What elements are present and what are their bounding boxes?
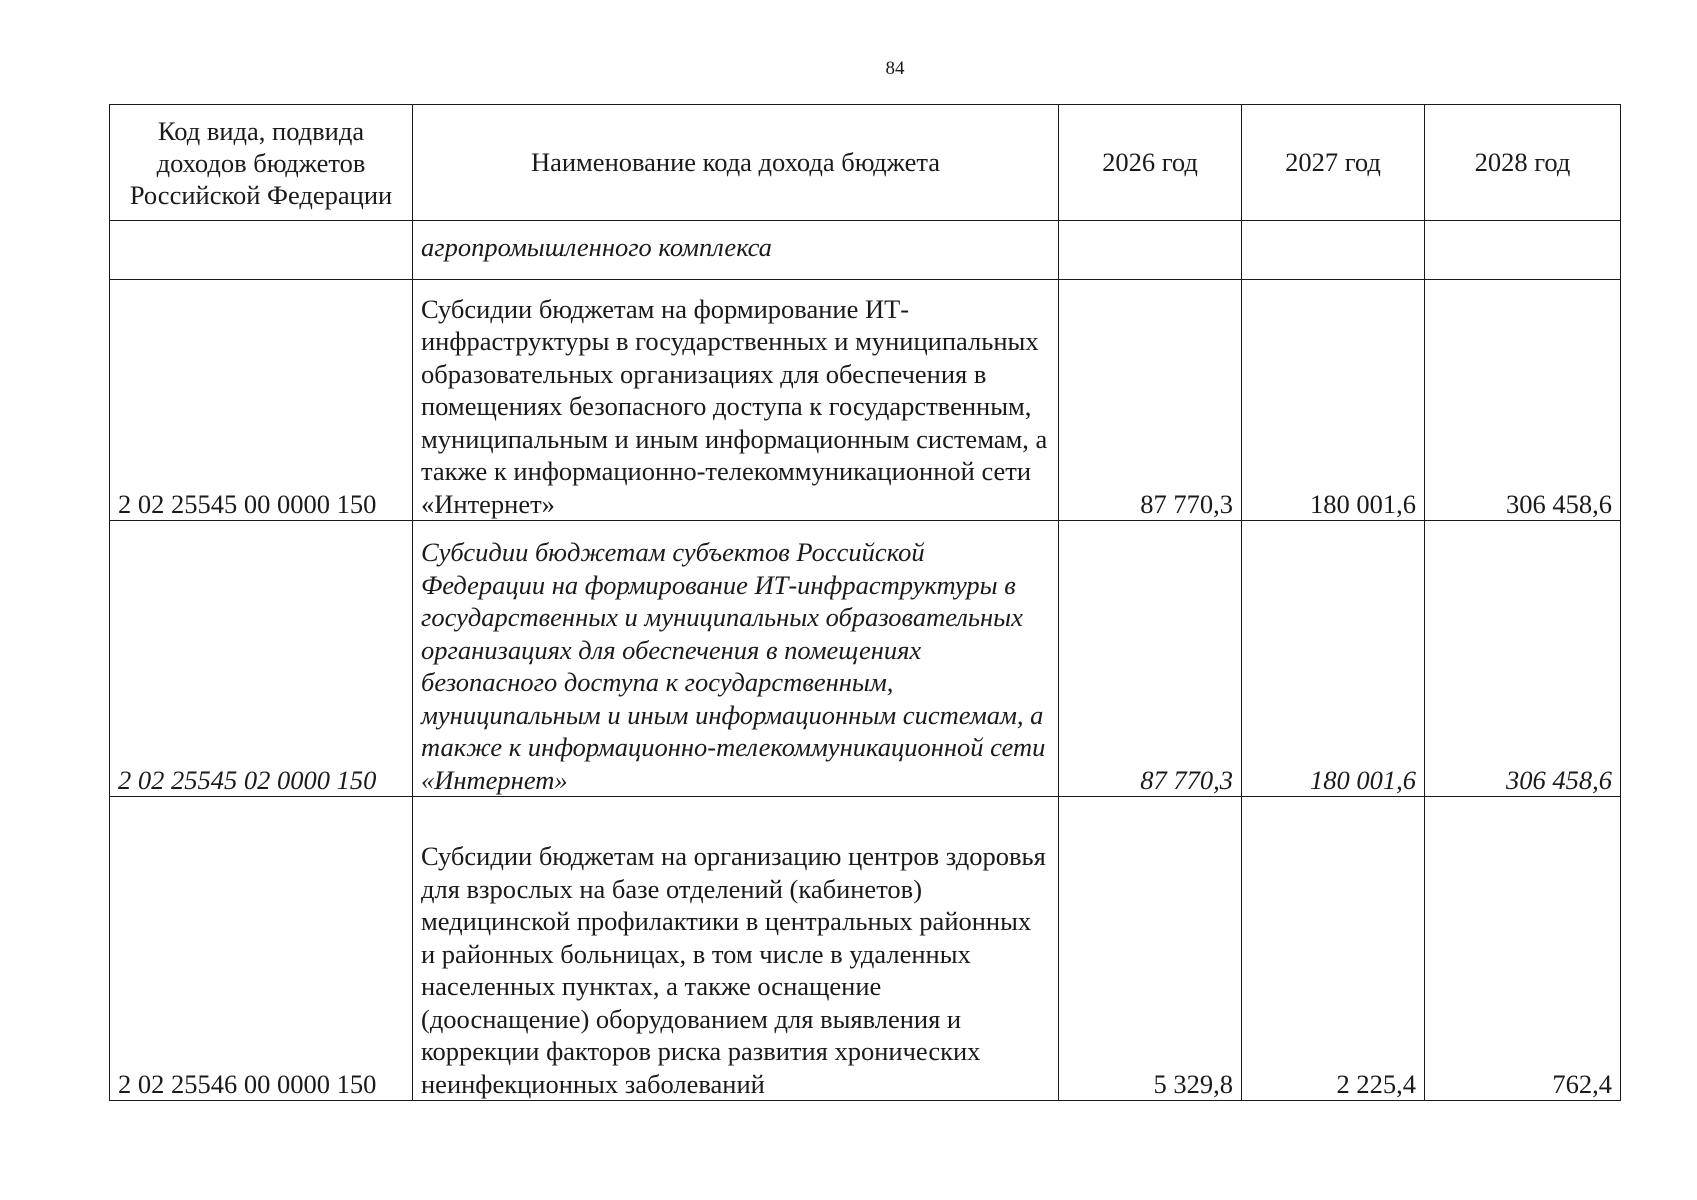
cell-2028: 762,4: [1425, 797, 1621, 1101]
cell-code: 2 02 25545 00 0000 150: [110, 280, 413, 521]
table-header-row: [110, 105, 1621, 221]
page-number: 84: [885, 58, 905, 79]
cell-2028: 306 458,6: [1425, 521, 1621, 797]
cell-name: Субсидии бюджетам субъектов Российской Федерации на формирование ИТ-инфраструктуры в государственных и муниципальных образовательных организациях для обеспечения в помещениях безопасного доступа к государственным, муниципальным и иным информационным системам, а также к информационно-телекоммуникационной сети «Интернет»: [413, 521, 1059, 797]
cell-2026: 5 329,8: [1059, 797, 1242, 1101]
cell-name: Субсидии бюджетам на организацию центров здоровья для взрослых на базе отделений (кабинетов) медицинской профилактики в центральных районных и районных больницах, в том числе в удаленных населенных пунктах, а также оснащение (дооснащение) оборудованием для выявления и коррекции факторов риска развития хронических неинфекционных заболеваний: [413, 797, 1059, 1101]
header-2027: 2027 год: [1242, 105, 1425, 221]
cell-code: [110, 221, 413, 280]
cell-2026: 87 770,3: [1059, 521, 1242, 797]
cell-2028: 306 458,6: [1425, 280, 1621, 521]
table-row: [110, 280, 1621, 521]
header-2028: 2028 год: [1425, 105, 1621, 221]
header-2026: 2026 год: [1059, 105, 1242, 221]
cell-2027: [1242, 221, 1425, 280]
cell-name: агропромышленного комплекса: [413, 221, 1059, 280]
cell-name: Субсидии бюджетам на формирование ИТ-инфраструктуры в государственных и муниципальных образовательных организациях для обеспечения в помещениях безопасного доступа к государственным, муниципальным и иным информационным системам, а также к информационно-телекоммуникационной сети «Интернет»: [413, 280, 1059, 521]
table-row: [110, 521, 1621, 797]
cell-2027: 180 001,6: [1242, 521, 1425, 797]
cell-code: 2 02 25545 02 0000 150: [110, 521, 413, 797]
table-row: [110, 797, 1621, 1101]
cell-2028: [1425, 221, 1621, 280]
cell-2026: 87 770,3: [1059, 280, 1242, 521]
cell-2027: 180 001,6: [1242, 280, 1425, 521]
table-row-continuation: [110, 221, 1621, 280]
cell-2026: [1059, 221, 1242, 280]
cell-2027: 2 225,4: [1242, 797, 1425, 1101]
cell-code: 2 02 25546 00 0000 150: [110, 797, 413, 1101]
header-code: Код вида, подвида доходов бюджетов Российской Федерации: [110, 105, 413, 221]
budget-income-table: [109, 104, 1621, 1101]
header-name: Наименование кода дохода бюджета: [413, 105, 1059, 221]
